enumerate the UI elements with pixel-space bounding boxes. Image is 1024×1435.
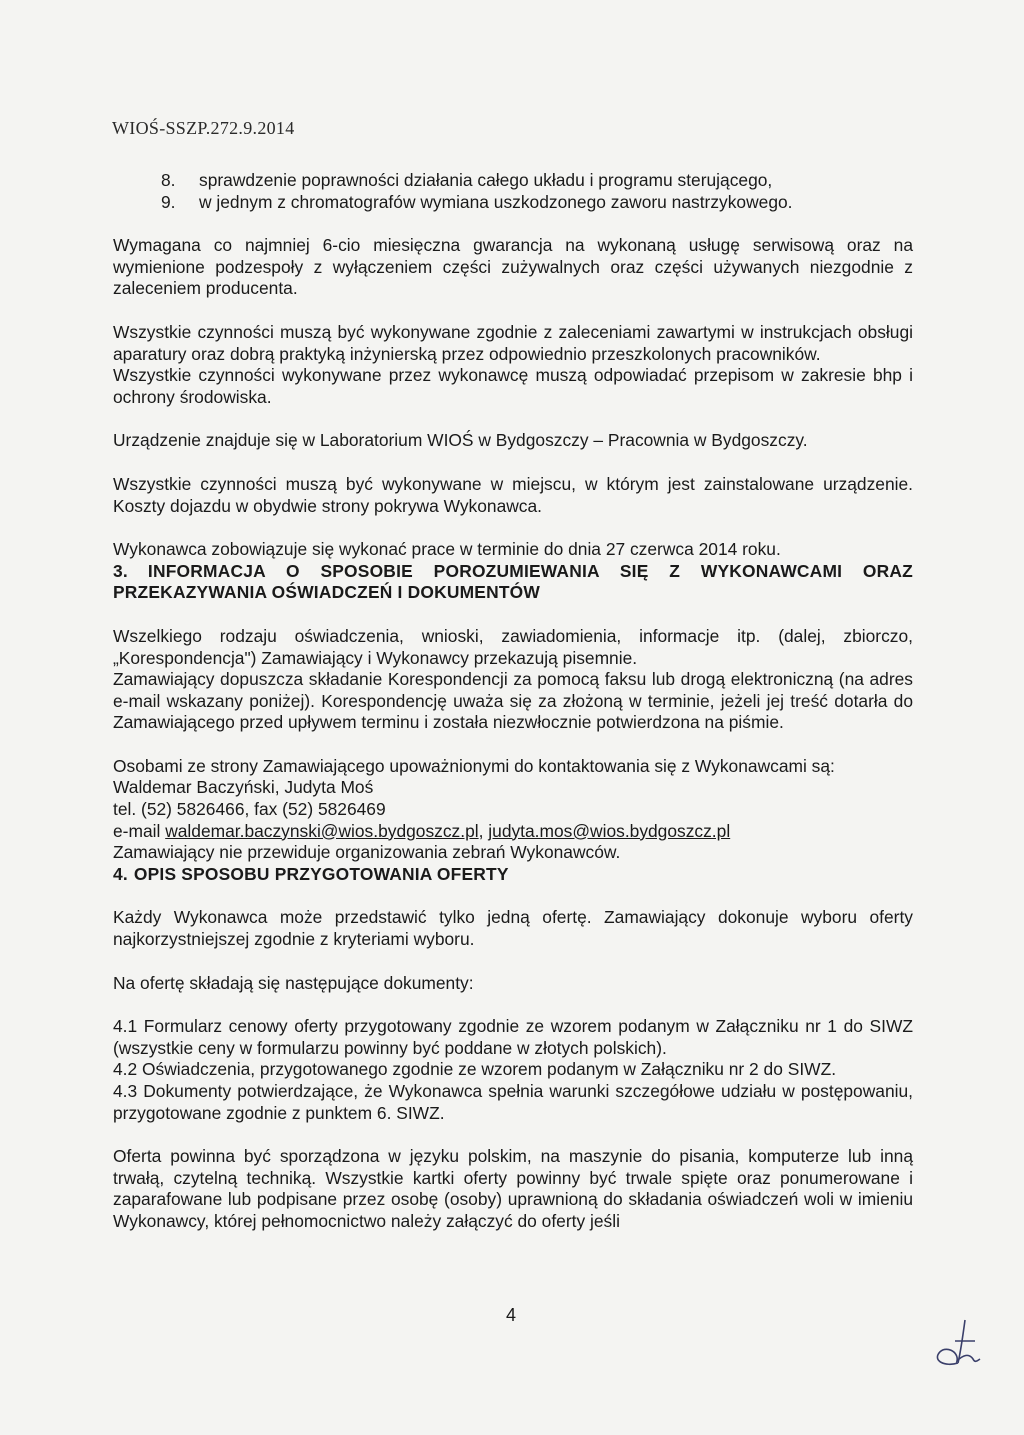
contacts-phone: tel. (52) 5826466, fax (52) 5826469 (113, 799, 386, 820)
email-link-mos[interactable]: judyta.mos@wios.bydgoszcz.pl (488, 820, 731, 841)
document-4-3: 4.3 Dokumenty potwierdzające, że Wykonawca spełnia warunki szczegółowe udziału w postępowaniu, przygotowane zgodnie z punktem 6. SIWZ. (113, 1081, 913, 1123)
activities-paragraph: Wszystkie czynności muszą być wykonywane zgodnie z zaleceniami zawartymi w instrukcjach obsługi aparatury oraz dobrą praktyką inżynierską przez odpowiednio przeszkolonych pracowników. (113, 321, 913, 364)
warranty-paragraph: Wymagana co najmniej 6-cio miesięczna gwarancja na wykonaną usługę serwisową oraz na wymienione podzespoły z wyłączeniem części zużywalnych oraz części używanych niezgodnie z zaleceniem producenta. (113, 235, 913, 299)
list-item (81, 192, 913, 214)
no-meetings-paragraph: Zamawiający nie przewiduje organizowania zebrań Wykonawców. (113, 842, 621, 863)
document-body (113, 170, 913, 1233)
section-4-heading (113, 864, 913, 886)
email-separator: , (478, 820, 489, 841)
page-number: 4 (506, 1305, 517, 1325)
section-number: 3. (113, 560, 128, 581)
contacts-email-line (113, 821, 913, 843)
fax-email-paragraph: Zamawiający dopuszcza składanie Korespondencji za pomocą faksu lub drogą elektroniczną (na adres e-mail wskazany poniżej). Korespondencję uważa się za złożoną w terminie, jeżeli jej treść dotarła do Zamawiającego przed upływem terminu i została niezwłocznie potwierdzona na piśmie. (113, 669, 913, 733)
list-item-number: 8. (161, 170, 176, 190)
document-reference: WIOŚ-SSZP.272.9.2014 (112, 118, 295, 138)
list-item-text: w jednym z chromatografów wymiana uszkodzonego zaworu nastrzykowego. (199, 191, 793, 212)
section-title: INFORMACJA O SPOSOBIE POROZUMIEWANIA SIĘ Z WYKONAWCAMI ORAZ PRZEKAZYWANIA OŚWIADCZEŃ I DOKUMENTÓW (113, 560, 913, 603)
email-link-baczynski[interactable]: waldemar.baczynski@wios.bydgoszcz.pl (165, 820, 479, 841)
place-paragraph: Wszystkie czynności muszą być wykonywane w miejscu, w którym jest zainstalowane urządzenie. Koszty dojazdu w obydwie strony pokrywa Wykonawca. (113, 473, 913, 516)
email-label: e-mail (113, 820, 166, 841)
numbered-list (113, 170, 913, 213)
list-item-text: sprawdzenie poprawności działania całego układu i programu sterującego, (199, 170, 773, 190)
document-4-1: 4.1 Formularz cenowy oferty przygotowany zgodnie ze wzorem podanym w Załączniku nr 1 do SIWZ (wszystkie ceny w formularzu powinny być poddane w złotych polskich). (113, 1016, 913, 1058)
deadline-paragraph: Wykonawca zobowiązuje się wykonać prace w terminie do dnia 27 czerwca 2014 roku. (113, 539, 781, 560)
section-3-heading (113, 561, 913, 604)
safety-paragraph: Wszystkie czynności wykonywane przez wykonawcę muszą odpowiadać przepisom w zakresie bhp i ochrony środowiska. (113, 365, 913, 407)
document-4-2: 4.2 Oświadczenia, przygotowanego zgodnie ze wzorem podanym w Załączniku nr 2 do SIWZ. (113, 1059, 837, 1080)
contacts-intro: Osobami ze strony Zamawiającego upoważnionymi do kontaktowania się z Wykonawcami są: (113, 755, 835, 776)
offer-format-paragraph: Oferta powinna być sporządzona w języku polskim, na maszynie do pisania, komputerze lub inną trwałą, czytelną techniką. Wszystkie kartki oferty powinny być trwale spięte oraz ponumerowane i zaparafowane lub podpisane przez osobę (osoby) uprawnioną do składania oświadczeń woli w imieniu Wykonawcy, której pełnomocnictwo należy załączyć do oferty jeśli (113, 1146, 913, 1231)
contacts-names: Waldemar Baczyński, Judyta Moś (113, 777, 374, 798)
section-number: 4. (113, 863, 128, 884)
section-title: OPIS SPOSOBU PRZYGOTOWANIA OFERTY (133, 863, 509, 884)
one-offer-paragraph: Każdy Wykonawca może przedstawić tylko jedną ofertę. Zamawiający dokonuje wyboru oferty najkorzystniejszej zgodnie z kryteriami wyboru. (113, 907, 913, 950)
correspondence-paragraph: Wszelkiego rodzaju oświadczenia, wnioski, zawiadomienia, informacje itp. (dalej, zbiorczo, „Korespondencja") Zamawiający i Wykonawcy przekazują pisemnie. (113, 625, 913, 668)
list-item (81, 170, 913, 192)
handwritten-initials-icon (925, 1315, 995, 1375)
documents-intro: Na ofertę składają się następujące dokumenty: (113, 972, 474, 993)
device-location-paragraph: Urządzenie znajduje się w Laboratorium WIOŚ w Bydgoszczy – Pracownia w Bydgoszczy. (113, 430, 808, 451)
list-item-number: 9. (161, 191, 176, 212)
